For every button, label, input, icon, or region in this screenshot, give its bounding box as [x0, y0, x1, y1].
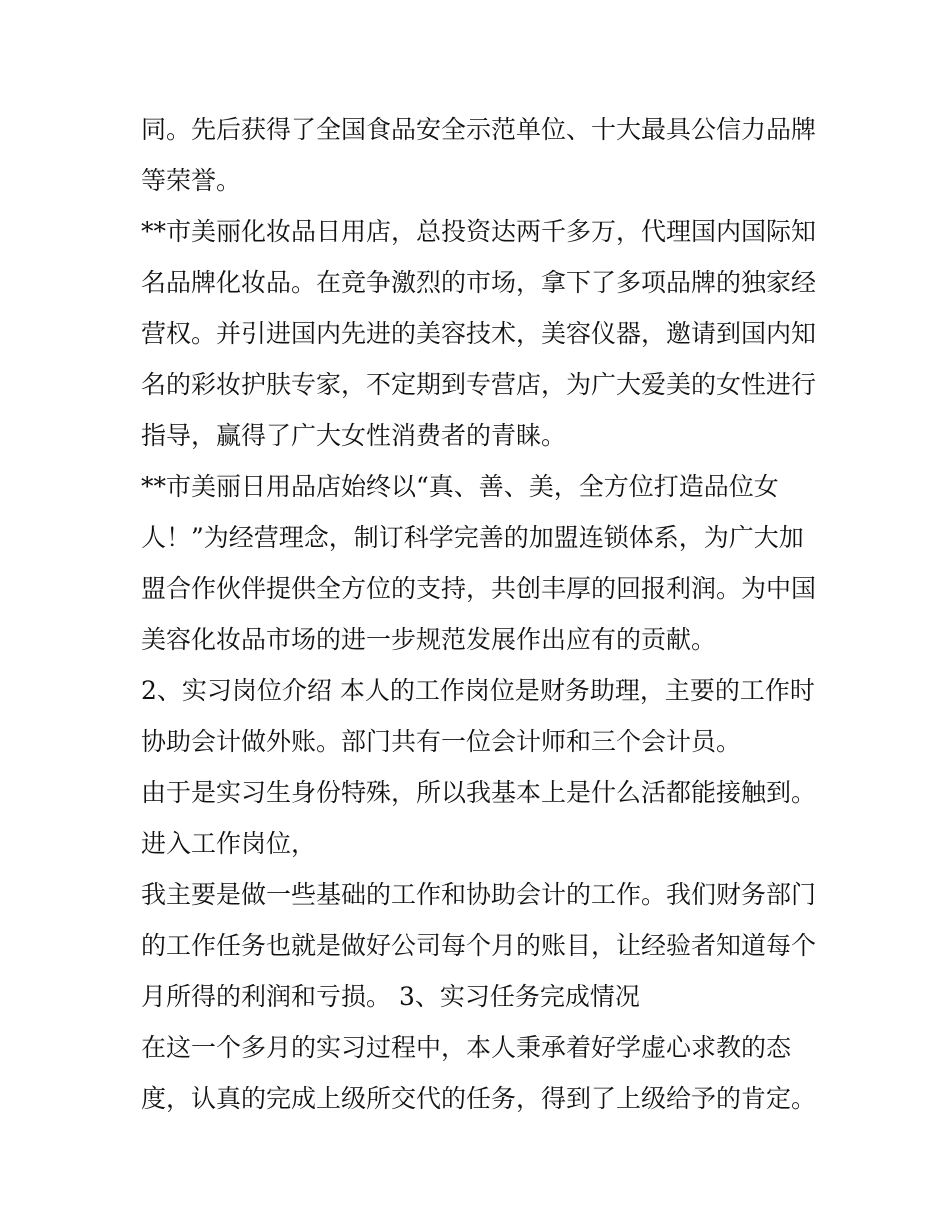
text-line: 进入工作岗位，	[141, 829, 317, 858]
text-line: 由于是实习生身份特殊，所以我基本上是什么活都能接触到。	[141, 778, 817, 807]
text-line: 的工作任务也就是做好公司每个月的账目，让经验者知道每个	[141, 931, 817, 960]
text-line: 我主要是做一些基础的工作和协助会计的工作。我们财务部门	[141, 880, 817, 909]
text-line: 美容化妆品市场的进一步规范发展作出应有的贡献。	[141, 625, 717, 654]
text-line: 月所得的利润和亏损。 3、实习任务完成情况	[141, 982, 640, 1011]
text-line: 2、实习岗位介绍 本人的工作岗位是财务助理，主要的工作时	[141, 676, 815, 705]
text-line: 在这一个多月的实习过程中，本人秉承着好学虚心求教的态	[141, 1033, 792, 1062]
text-line: 营权。并引进国内先进的美容技术，美容仪器，邀请到国内知	[141, 319, 817, 348]
text-line: 同。先后获得了全国食品安全示范单位、十大最具公信力品牌	[141, 115, 817, 144]
text-line: **市美丽日用品店始终以“真、善、美，全方位打造品位女	[141, 472, 779, 501]
text-line: 名的彩妆护肤专家，不定期到专营店，为广大爱美的女性进行	[141, 370, 817, 399]
text-line: 协助会计做外账。部门共有一位会计师和三个会计员。	[141, 727, 742, 756]
text-line: 度，认真的完成上级所交代的任务，得到了上级给予的肯定。	[141, 1084, 817, 1113]
text-line: 名品牌化妆品。在竞争激烈的市场，拿下了多项品牌的独家经	[141, 268, 817, 297]
text-line: 等荣誉。	[141, 166, 242, 195]
text-line: 盟合作伙伴提供全方位的支持，共创丰厚的回报利润。为中国	[141, 574, 817, 603]
text-line: 指导，赢得了广大女性消费者的青睐。	[141, 421, 567, 450]
text-line: **市美丽化妆品日用店，总投资达两千多万，代理国内国际知	[141, 217, 817, 246]
text-line: 人！”为经营理念，制订科学完善的加盟连锁体系，为广大加	[141, 523, 804, 552]
body-text	[141, 104, 821, 1124]
